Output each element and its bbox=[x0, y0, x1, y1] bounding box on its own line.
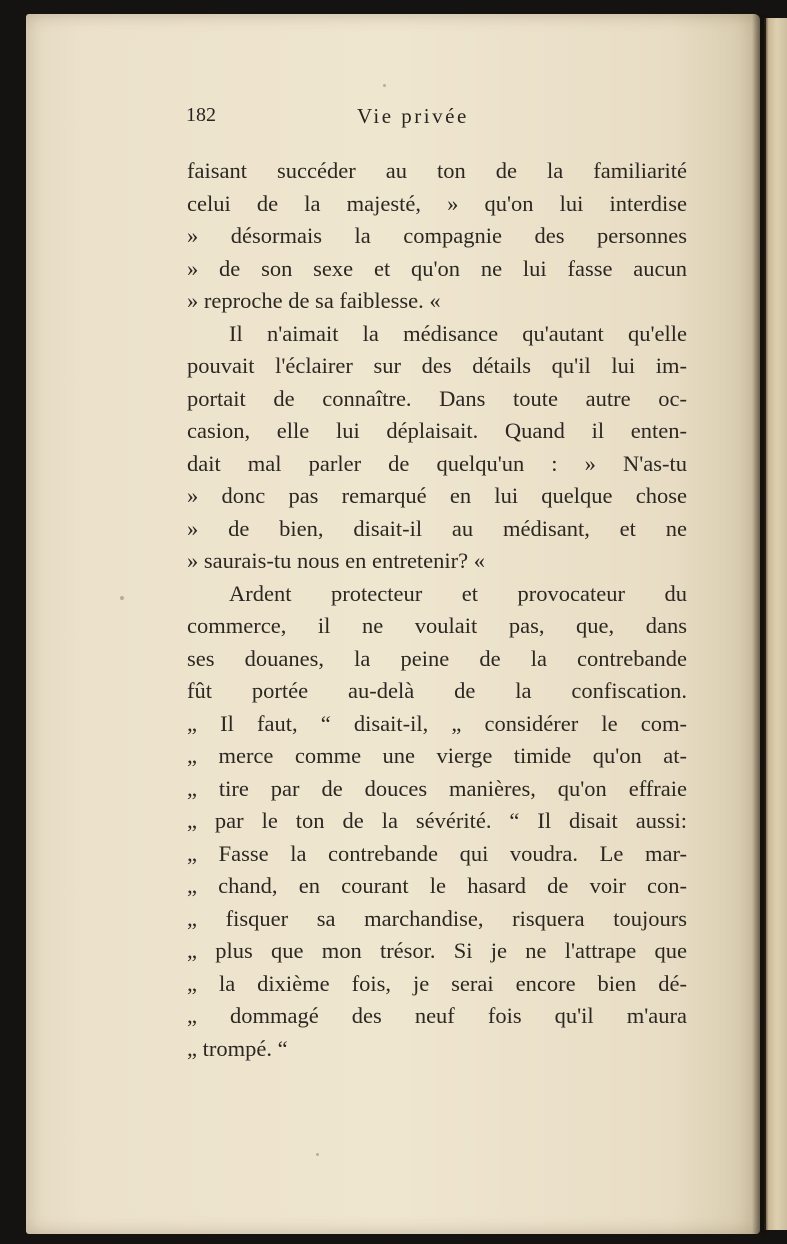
text-line: » de son sexe et qu'on ne lui fasse aucun bbox=[187, 255, 687, 281]
text-line: faisant succéder au ton de la familiarité bbox=[187, 158, 687, 183]
body-text bbox=[187, 155, 687, 1065]
text-line: ses douanes, la peine de la contrebande bbox=[187, 645, 687, 671]
text-line: „ plus que mon trésor. Si je ne l'attrape que bbox=[187, 938, 687, 963]
text-line: „ tire par de douces manières, qu'on effraie bbox=[187, 775, 687, 801]
text-line: casion, elle lui déplaisait. Quand il enten- bbox=[187, 418, 687, 443]
text-line: „ par le ton de la sévérité. “ Il disait aussi: bbox=[187, 808, 687, 833]
text-line: „ fisquer sa marchandise, risquera toujours bbox=[187, 905, 687, 931]
text-line: celui de la majesté, » qu'on lui interdise bbox=[187, 190, 687, 216]
spine-shadow bbox=[752, 14, 766, 1236]
text-line: „ Fasse la contrebande qui voudra. Le mar- bbox=[187, 840, 687, 866]
text-line: fût portée au-delà de la confiscation. bbox=[187, 678, 687, 703]
adjacent-page-edge bbox=[764, 18, 787, 1230]
text-line: portait de connaître. Dans toute autre oc- bbox=[187, 385, 687, 411]
text-line: „ dommagé des neuf fois qu'il m'aura bbox=[187, 1003, 687, 1028]
text-line: » saurais-tu nous en entretenir? « bbox=[187, 548, 486, 573]
text-line: „ Il faut, “ disait-il, „ considérer le com- bbox=[187, 710, 687, 736]
text-line: dait mal parler de quelqu'un : » N'as-tu bbox=[187, 450, 687, 476]
text-line: commerce, il ne voulait pas, que, dans bbox=[187, 613, 687, 638]
running-head: Vie privée bbox=[357, 104, 469, 128]
text-line: „ trompé. “ bbox=[187, 1035, 288, 1061]
text-line: » de bien, disait-il au médisant, et ne bbox=[187, 515, 687, 541]
text-line: pouvait l'éclairer sur des détails qu'il lui im- bbox=[187, 353, 687, 378]
text-line: „ la dixième fois, je serai encore bien dé- bbox=[187, 970, 687, 996]
text-line: » donc pas remarqué en lui quelque chose bbox=[187, 483, 687, 508]
paper-speck bbox=[316, 1153, 319, 1156]
text-line: » désormais la compagnie des personnes bbox=[187, 223, 687, 248]
text-line: » reproche de sa faiblesse. « bbox=[187, 288, 441, 313]
page-number: 182 bbox=[186, 104, 216, 126]
text-line: Il n'aimait la médisance qu'autant qu'elle bbox=[229, 320, 687, 346]
text-line: „ chand, en courant le hasard de voir con- bbox=[187, 873, 687, 898]
paper-speck bbox=[120, 596, 124, 600]
paper-speck bbox=[383, 84, 386, 87]
text-line: Ardent protecteur et provocateur du bbox=[229, 580, 687, 606]
text-line: „ merce comme une vierge timide qu'on at- bbox=[187, 743, 687, 768]
